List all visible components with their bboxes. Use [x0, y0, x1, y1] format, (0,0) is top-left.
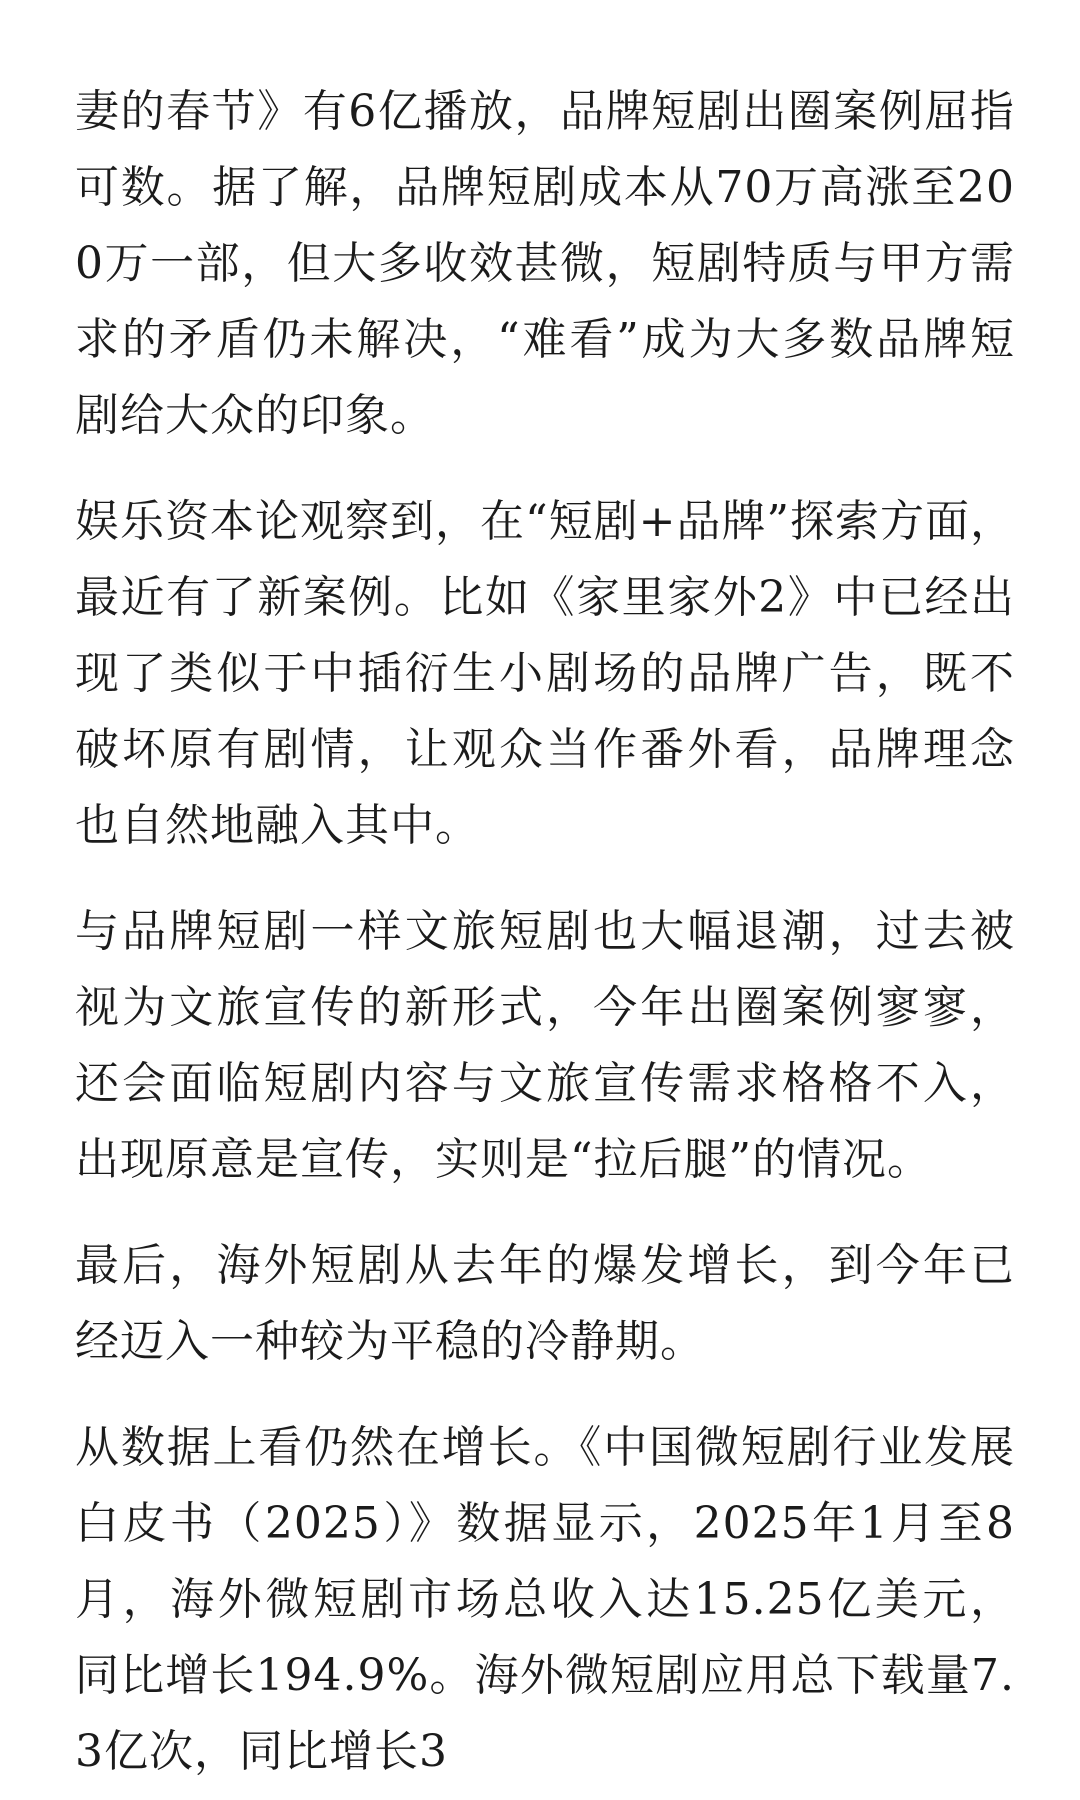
article-body — [75, 74, 1015, 1790]
paragraph-brand-drama-intro: 妻的春节》有6亿播放，品牌短剧出圈案例屈指可数。据了解，品牌短剧成本从70万高涨至200万一部，但大多收效甚微，短剧特质与甲方需求的矛盾仍未解决，“难看”成为大多数品牌短剧给大众的印象。 — [75, 86, 1015, 441]
paragraph-new-cases: 娱乐资本论观察到，在“短剧+品牌”探索方面，最近有了新案例。比如《家里家外2》中已经出现了类似于中插衍生小剧场的品牌广告，既不破坏原有剧情，让观众当作番外看，品牌理念也自然地融入其中。 — [75, 496, 1015, 851]
paragraph-overseas-drama: 最后，海外短剧从去年的爆发增长，到今年已经迈入一种较为平稳的冷静期。 — [75, 1240, 1015, 1367]
paragraph-tourism-drama: 与品牌短剧一样文旅短剧也大幅退潮，过去被视为文旅宣传的新形式，今年出圈案例寥寥，还会面临短剧内容与文旅宣传需求格格不入，出现原意是宣传，实则是“拉后腿”的情况。 — [75, 906, 1015, 1185]
paragraph-data-growth: 从数据上看仍然在增长。《中国微短剧行业发展白皮书（2025）》数据显示，2025年1月至8月，海外微短剧市场总收入达15.25亿美元，同比增长194.9%。海外微短剧应用总下载量7.3亿次，同比增长3 — [75, 1422, 1015, 1777]
